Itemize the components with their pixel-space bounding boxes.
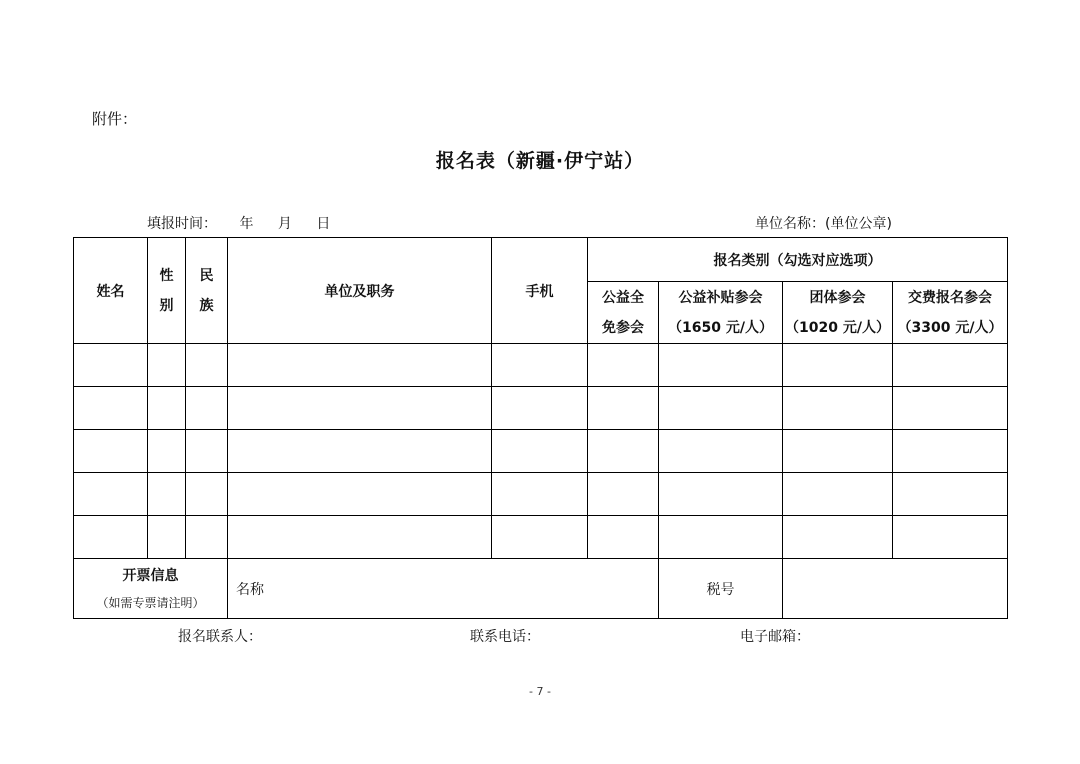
header-category: 报名类别（勾选对应选项） [588, 238, 1008, 282]
cell-free[interactable] [588, 387, 659, 430]
category-subsidy [659, 282, 783, 344]
table-row [74, 473, 1008, 516]
invoice-note: （如需专票请注明） [96, 595, 205, 610]
day-label: 日 [316, 216, 331, 232]
invoice-name-label: 名称 [236, 581, 264, 598]
invoice-name-cell[interactable] [228, 559, 659, 619]
cell-gender[interactable] [148, 344, 186, 387]
cell-paid[interactable] [893, 430, 1008, 473]
cell-paid[interactable] [893, 516, 1008, 559]
invoice-row [74, 559, 1008, 619]
header-unit-duty: 单位及职务 [228, 238, 492, 344]
header-gender-line2: 别 [159, 297, 174, 314]
page-title: 报名表（新疆·伊宁站） [435, 150, 645, 172]
cell-group[interactable] [783, 516, 893, 559]
month-label: 月 [277, 216, 292, 232]
cell-ethnic[interactable] [186, 473, 228, 516]
header-name: 姓名 [74, 238, 148, 344]
cell-name[interactable] [74, 516, 148, 559]
cell-name[interactable] [74, 430, 148, 473]
cell-paid[interactable] [893, 473, 1008, 516]
cell-gender[interactable] [148, 387, 186, 430]
category-group [783, 282, 893, 344]
cell-group[interactable] [783, 387, 893, 430]
cell-unit-duty[interactable] [228, 430, 492, 473]
cell-subsidy[interactable] [659, 344, 783, 387]
table-row [74, 344, 1008, 387]
table-row [74, 430, 1008, 473]
cell-phone[interactable] [492, 473, 588, 516]
page-number: - 7 - [529, 685, 551, 698]
cell-subsidy[interactable] [659, 430, 783, 473]
cell-subsidy[interactable] [659, 516, 783, 559]
cell-paid[interactable] [893, 387, 1008, 430]
category-group-line2: （1020 元/人） [785, 319, 890, 336]
cell-free[interactable] [588, 516, 659, 559]
cell-free[interactable] [588, 430, 659, 473]
category-paid [893, 282, 1008, 344]
cell-ethnic[interactable] [186, 516, 228, 559]
cell-name[interactable] [74, 387, 148, 430]
cell-gender[interactable] [148, 430, 186, 473]
registration-table [73, 237, 1008, 619]
cell-subsidy[interactable] [659, 473, 783, 516]
invoice-tax-input-cell[interactable] [783, 559, 1008, 619]
table-row [74, 516, 1008, 559]
cell-subsidy[interactable] [659, 387, 783, 430]
table-row [74, 387, 1008, 430]
unit-name-label: 单位名称：(单位公章) [755, 216, 892, 232]
cell-free[interactable] [588, 344, 659, 387]
cell-name[interactable] [74, 473, 148, 516]
cell-unit-duty[interactable] [228, 516, 492, 559]
attachment-label: 附件： [92, 110, 138, 128]
category-free [588, 282, 659, 344]
category-paid-line2: （3300 元/人） [897, 319, 1003, 336]
fill-date-row [147, 213, 348, 233]
category-group-line1: 团体参会 [809, 289, 866, 306]
cell-unit-duty[interactable] [228, 344, 492, 387]
cell-paid[interactable] [893, 344, 1008, 387]
cell-group[interactable] [783, 430, 893, 473]
cell-ethnic[interactable] [186, 430, 228, 473]
invoice-label-cell [74, 559, 228, 619]
header-gender-line1: 性 [159, 267, 174, 284]
cell-ethnic[interactable] [186, 387, 228, 430]
header-ethnic-line1: 民 [199, 267, 214, 284]
cell-unit-duty[interactable] [228, 387, 492, 430]
category-free-line1: 公益全 [602, 289, 644, 306]
header-ethnic-line2: 族 [199, 297, 214, 314]
invoice-label: 开票信息 [122, 567, 179, 584]
cell-phone[interactable] [492, 430, 588, 473]
contact-person-label: 报名联系人： [178, 629, 262, 645]
cell-unit-duty[interactable] [228, 473, 492, 516]
cell-phone[interactable] [492, 387, 588, 430]
cell-free[interactable] [588, 473, 659, 516]
cell-name[interactable] [74, 344, 148, 387]
category-subsidy-line1: 公益补贴参会 [678, 289, 763, 306]
category-paid-line1: 交费报名参会 [908, 289, 992, 306]
date-label: 填报时间： [147, 216, 217, 232]
header-phone: 手机 [492, 238, 588, 344]
cell-gender[interactable] [148, 473, 186, 516]
header-ethnic [186, 238, 228, 344]
cell-phone[interactable] [492, 516, 588, 559]
header-gender [148, 238, 186, 344]
contact-phone-label: 联系电话： [470, 629, 540, 645]
cell-group[interactable] [783, 344, 893, 387]
cell-phone[interactable] [492, 344, 588, 387]
cell-gender[interactable] [148, 516, 186, 559]
header-row-1 [74, 238, 1008, 282]
invoice-tax-label-cell [659, 559, 783, 619]
invoice-tax-label: 税号 [706, 581, 735, 598]
category-free-line2: 免参会 [602, 319, 644, 336]
cell-ethnic[interactable] [186, 344, 228, 387]
contact-email-label: 电子邮箱： [740, 629, 810, 645]
year-label: 年 [239, 216, 254, 232]
cell-group[interactable] [783, 473, 893, 516]
category-subsidy-line2: （1650 元/人） [668, 319, 773, 336]
